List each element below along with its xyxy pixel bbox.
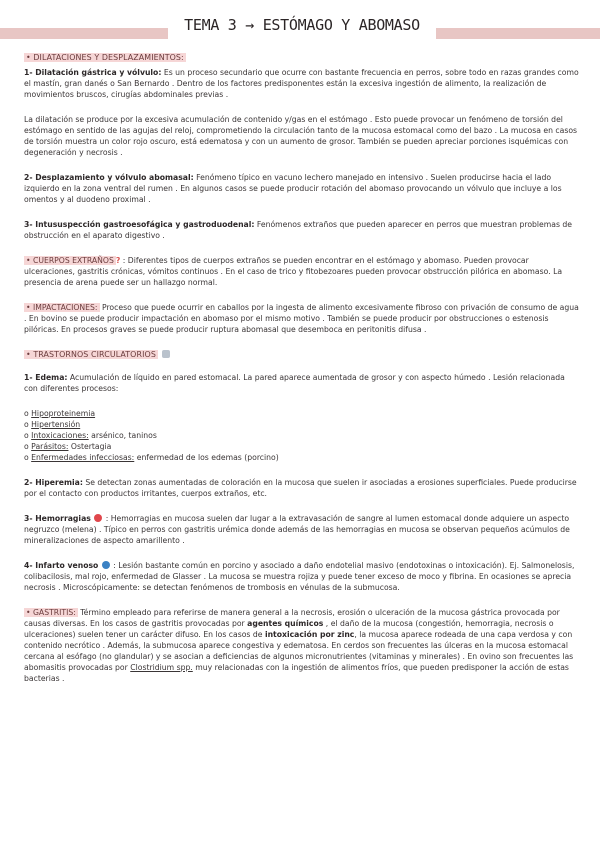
paragraph — [24, 477, 580, 499]
section-header: • CUERPOS EXTRAÑOS — [26, 256, 114, 265]
list-item-term: Hipertensión — [31, 420, 81, 429]
list-item-term: Hipoproteinemia — [31, 409, 96, 418]
bold-term: 1- Dilatación gástrica y vólvulo: — [24, 68, 162, 77]
bold-term: intoxicación por zinc — [264, 630, 355, 639]
bold-term: 3- Intususpección gastroesofágica y gastroduodenal: — [24, 220, 255, 229]
page-title: TEMA 3 → ESTÓMAGO Y ABOMASO — [184, 16, 420, 34]
section-header: • DILATACIONES Y DESPLAZAMIENTOS: — [26, 53, 184, 62]
list-item-term: Intoxicaciones: — [31, 431, 89, 440]
bold-term: 2- Desplazamiento y vólvulo abomasal: — [24, 173, 194, 182]
question-icon: ? — [115, 256, 121, 265]
bold-term: agentes químicos — [247, 619, 324, 628]
list-item-term: Parásitos: — [31, 442, 69, 451]
list-item: o Parásitos: Ostertagia — [24, 442, 112, 451]
section-trastornos — [24, 349, 580, 360]
paragraph — [24, 372, 580, 394]
paragraph — [24, 513, 580, 546]
section-gastritis — [24, 607, 580, 684]
section-dilataciones — [24, 52, 580, 63]
paragraph-text: Término empleado para referirse de manera general a la necrosis, erosión o ulceración de la mucosa gástrica provocada por causas diversas. En los casos de gastritis provocadas por — [24, 608, 560, 628]
paragraph-text: Se detectan zonas aumentadas de coloración en la mucosa que suelen ir asociadas a erosiones superficiales. Puede producirse por el contacto con productos irritantes, cuerpos extraños, etc. — [24, 478, 577, 498]
paragraph — [24, 219, 580, 241]
paragraph-text: , el daño de la mucosa (congestión, hemorragia, necrosis o ulceraciones) suelen tener un carácter difuso. En los casos de — [24, 619, 554, 639]
refresh-icon — [162, 350, 170, 358]
list-item: o Enfermedades infecciosas: enfermedad de los edemas (porcino) — [24, 453, 279, 462]
list-item-term: Enfermedades infecciosas: — [31, 453, 135, 462]
paragraph-text: , la mucosa aparece rodeada de una capa verdosa y con contenido necrótico . Además, la submucosa aparece congestiva y edematosa. En cerdos son frecuentes las úlceras en la mucosa estomacal cercana al esófago (no glandular) y se asocian a deficiencias de algunos micronutrientes (vitaminas y minerales) . En ovino son frecuentes las abomasitis provocadas por — [24, 630, 574, 672]
section-header: • GASTRITIS: — [26, 608, 76, 617]
paragraph-text: : Lesión bastante común en porcino y asociado a daño endotelial masivo (endotoxinas o intoxicación). Ej. Salmonelosis, colibacilosis, mal rojo, enfermedad de Glasser . La mucosa se muestra rojiza y puede tener exceso de moco y fibrina. En ocasiones se aprecia necrosis . Microscópicamente: se detectan fenómenos de trombosis en vénulas de la submucosa. — [24, 561, 575, 592]
bold-term: 1- Edema: — [24, 373, 68, 382]
process-list — [24, 408, 580, 463]
section-header: • TRASTORNOS CIRCULATORIOS — [26, 350, 156, 359]
paragraph-text: : Diferentes tipos de cuerpos extraños se pueden encontrar en el estómago y abomaso. Pueden provocar ulceraciones, gastritis crónicas, vómitos continuos . En el caso de trico y fitobezoares pueden provocar obstrucción pilórica en abomaso. La presencia de arena puede ser un hallazgo normal. — [24, 256, 563, 287]
underlined-term: Clostridium spp. — [130, 663, 193, 672]
section-impactaciones — [24, 302, 580, 335]
list-item-text: enfermedad de los edemas (porcino) — [134, 453, 279, 462]
paragraph — [24, 172, 580, 205]
paragraph-text: Acumulación de líquido en pared estomacal. La pared aparece aumentada de grosor y con aspecto húmedo . Lesión relacionada con diferentes procesos: — [24, 373, 565, 393]
list-item: o Hipertensión — [24, 420, 81, 429]
blood-drop-icon — [94, 514, 102, 522]
section-header: • IMPACTACIONES: — [26, 303, 98, 312]
section-cuerpos-extranos — [24, 255, 580, 288]
list-item-text: arsénico, taninos — [88, 431, 157, 440]
list-item: o Intoxicaciones: arsénico, taninos — [24, 431, 157, 440]
list-item-text: Ostertagia — [68, 442, 112, 451]
bold-term: 3- Hemorragias — [24, 514, 91, 523]
bold-term: 4- Infarto venoso — [24, 561, 99, 570]
paragraph-text: Fenómenos extraños que pueden aparecer en perros que muestran problemas de obstrucción en el aparato digestivo . — [24, 220, 573, 240]
title-bar-right — [436, 28, 600, 39]
bold-term: 2- Hiperemia: — [24, 478, 83, 487]
title-banner — [0, 12, 600, 46]
title-bar-left — [0, 28, 168, 39]
paragraph-text: : Hemorragias en mucosa suelen dar lugar a la extravasación de sangre al lumen estomacal donde adquiere un aspecto negruzco (melena) . Típico en perros con gastritis urémica donde además de las hemorragias en mucosa se observan pequeños acúmulos de mineralizaciones de aspecto amarillento . — [24, 514, 570, 545]
paragraph-text: La dilatación se produce por la excesiva acumulación de contenido y/gas en el estómago . Esto puede provocar un fenómeno de torsión del estómago en sentido de las agujas del reloj, comprometiendo la circulación tanto de la mucosa estomacal como del bazo . La mucosa en casos de torsión muestra un color rojo oscuro, está edematosa y con un aumento de grosor. También se pueden apreciar porciones isquémicas con degeneración y necrosis . — [24, 115, 578, 157]
paragraph — [24, 114, 580, 158]
paragraph-text: Fenómeno típico en vacuno lechero manejado en intensivo . Suelen producirse hacia el lado izquierdo en la zona ventral del rumen . En algunos casos se puede producir rotación del abomaso provocando un vólvulo que incluye a los omentos y al duodeno proximal . — [24, 173, 562, 204]
paragraph-text: Es un proceso secundario que ocurre con bastante frecuencia en perros, sobre todo en razas grandes como el mastín, gran danés o San Bernardo . Dentro de los factores predisponentes están la excesiva ingestión de alimento, la realización de movimientos bruscos, cirugías abdominales previas . — [24, 68, 579, 99]
blue-circle-icon — [102, 561, 110, 569]
paragraph-text: Proceso que puede ocurrir en caballos por la ingesta de alimento excesivamente fibroso con privación de consumo de agua . En bovino se puede producir impactación en abomaso por el mismo motivo . También se puede producir por obstrucciones o estenosis pilóricas. En procesos graves se puede producir ruptura abomasal que desemboca en peritonitis difusa . — [24, 303, 579, 334]
document-body — [24, 52, 580, 690]
paragraph — [24, 67, 580, 100]
paragraph-text: muy relacionadas con la ingestión de alimentos fríos, que pueden predisponer la acción de estas bacterias . — [24, 663, 569, 683]
list-item: o Hipoproteinemia — [24, 409, 96, 418]
paragraph — [24, 560, 580, 593]
